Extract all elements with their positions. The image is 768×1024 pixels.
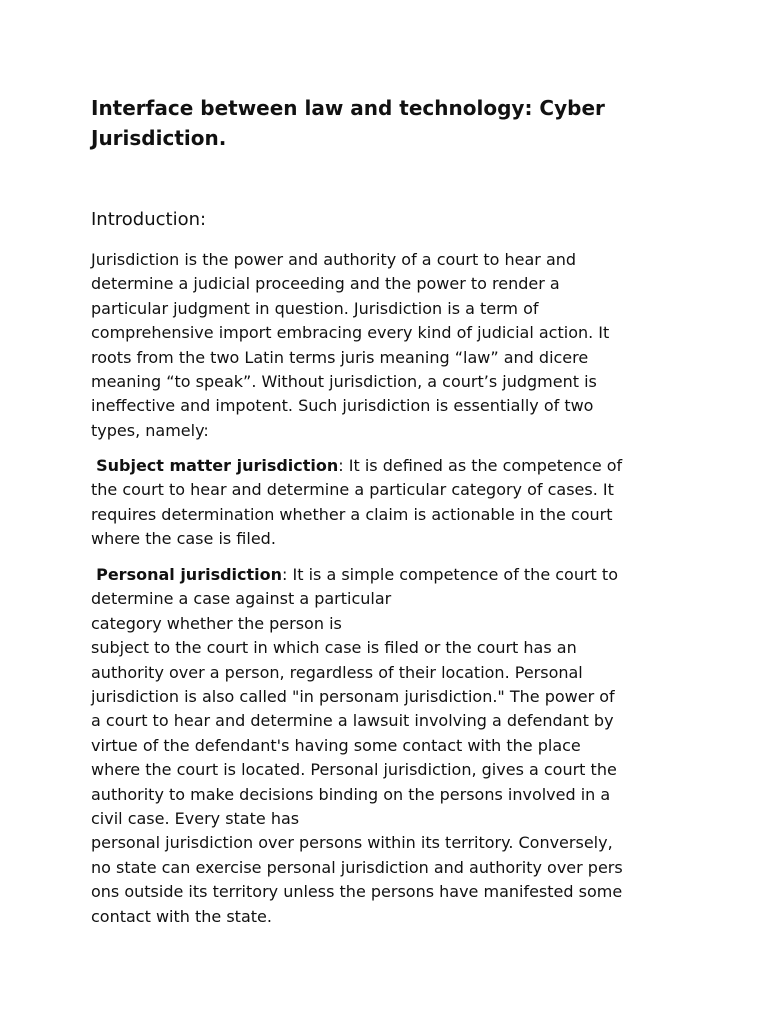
subject-matter-paragraph (91, 454, 622, 552)
subject-matter-definition-start: : It is defined as the competence of (338, 456, 623, 475)
text-line: comprehensive import embracing every kind of judicial action. It (91, 323, 610, 343)
text-line: particular judgment in question. Jurisdiction is a term of (91, 298, 539, 318)
text-line: authority over a person, regardless of their location. Personal (91, 662, 583, 682)
personal-jurisdiction-paragraph (91, 563, 623, 929)
personal-jurisdiction-definition-start: : It is a simple competence of the court to (282, 565, 618, 584)
text-line: requires determination whether a claim is actionable in the court (91, 504, 613, 524)
title-line: Jurisdiction. (91, 126, 227, 150)
text-line: Jurisdiction is the power and authority of a court to hear and (91, 250, 577, 269)
text-line: meaning “to speak”. Without jurisdiction, a court’s judgment is (91, 372, 597, 392)
personal-jurisdiction-term: Personal jurisdiction (96, 565, 283, 584)
text-line: determine a case against a particular (91, 589, 392, 609)
text-line: where the court is located. Personal jurisdiction, gives a court the (91, 760, 617, 780)
text-line (91, 454, 622, 478)
text-line: civil case. Every state has (91, 809, 300, 829)
text-line: contact with the state. (91, 906, 272, 926)
introduction-heading: Introduction: (91, 209, 207, 230)
text-line: category whether the person is (91, 613, 342, 633)
subject-matter-term: Subject matter jurisdiction (96, 456, 339, 475)
text-line: authority to make decisions binding on the persons involved in a (91, 784, 611, 804)
text-line: types, namely: (91, 420, 209, 440)
text-line: determine a judicial proceeding and the power to render a (91, 274, 560, 294)
document-title (91, 93, 691, 153)
text-line: roots from the two Latin terms juris meaning “law” and dicere (91, 347, 589, 367)
text-line (91, 563, 623, 587)
text-line: virtue of the defendant's having some contact with the place (91, 735, 581, 755)
title-line: Interface between law and technology: Cyber (91, 96, 605, 120)
introduction-paragraph (91, 248, 609, 443)
text-line: a court to hear and determine a lawsuit involving a defendant by (91, 711, 614, 731)
text-line: the court to hear and determine a particular category of cases. It (91, 480, 614, 500)
text-line: ons outside its territory unless the persons have manifested some (91, 882, 623, 902)
text-line: where the case is filed. (91, 529, 276, 549)
text-line: personal jurisdiction over persons within its territory. Conversely, (91, 833, 613, 853)
text-line: no state can exercise personal jurisdiction and authority over pers (91, 857, 623, 877)
text-line: jurisdiction is also called "in personam jurisdiction." The power of (91, 687, 615, 707)
text-line: ineffective and impotent. Such jurisdiction is essentially of two (91, 396, 594, 416)
text-line: subject to the court in which case is filed or the court has an (91, 638, 577, 658)
